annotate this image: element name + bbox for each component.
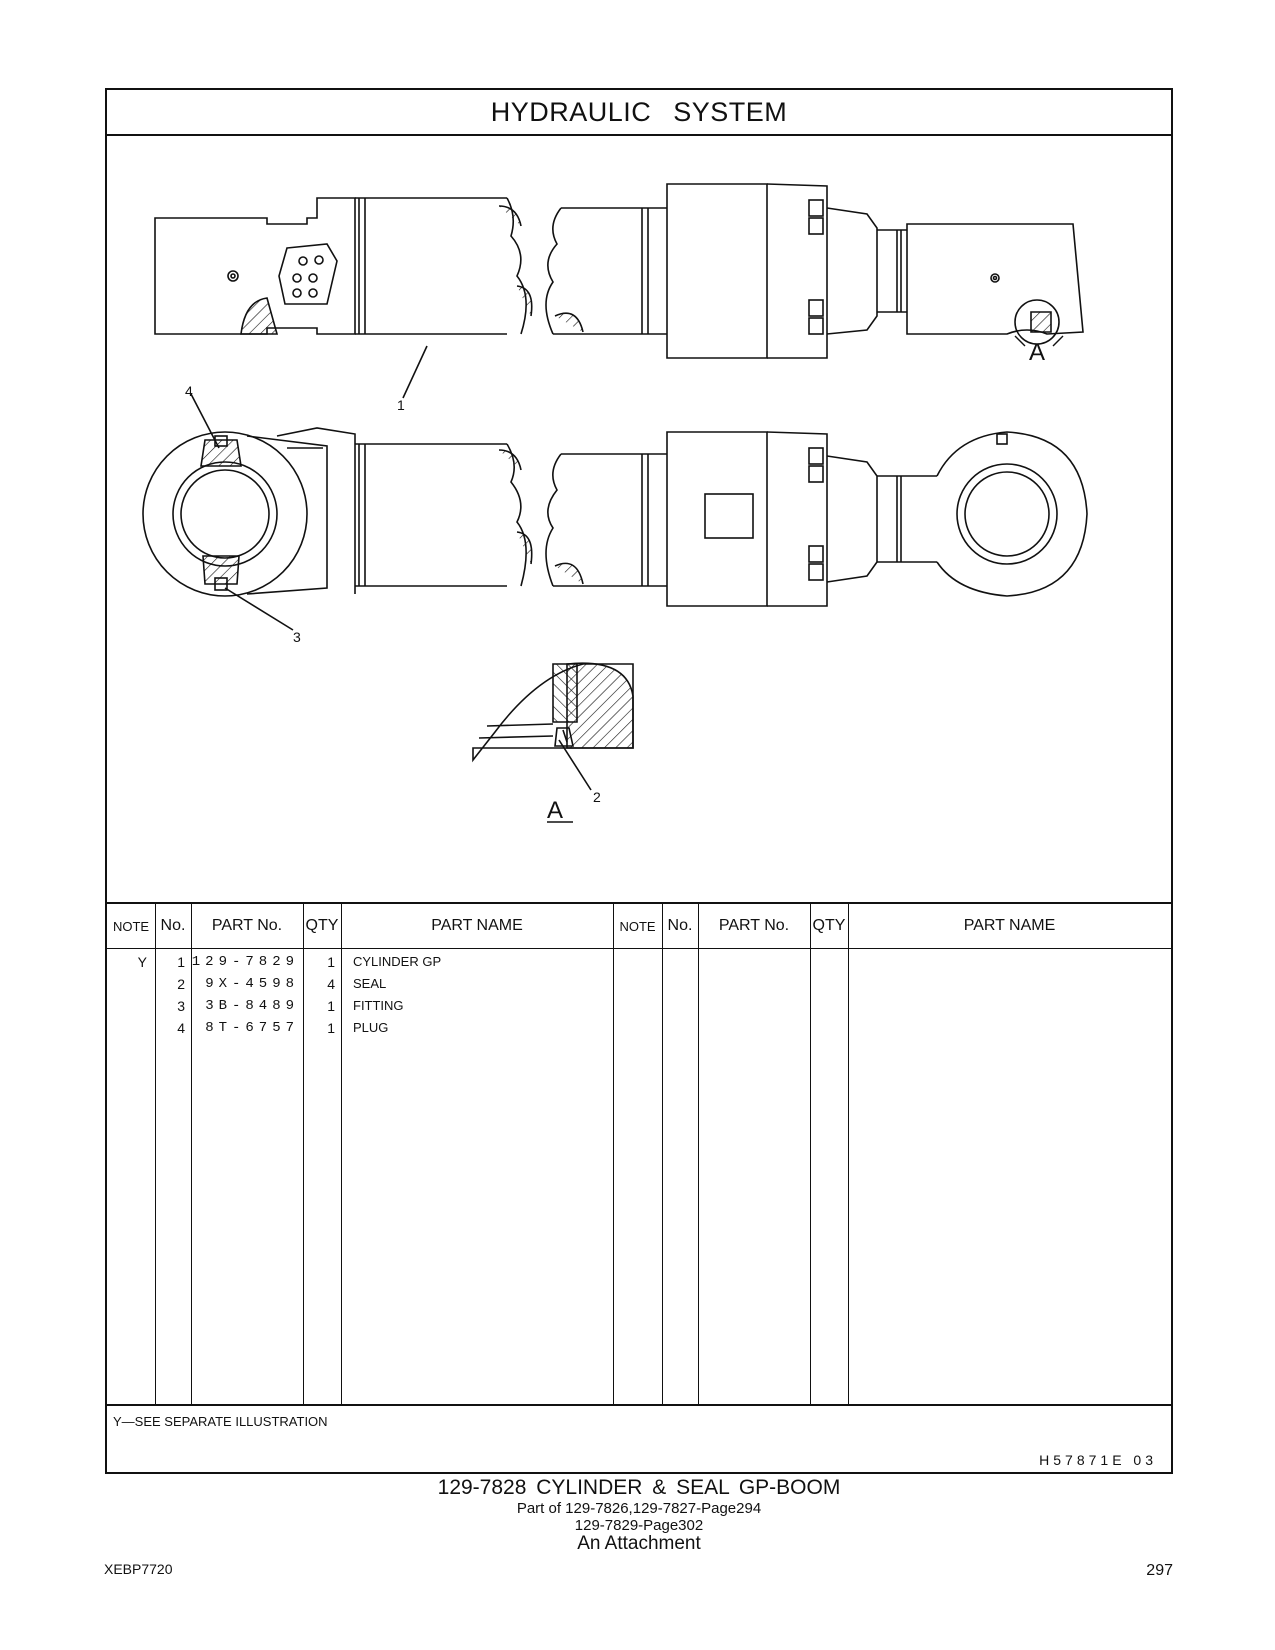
detail-label-a: A [547,797,564,824]
table-row [107,951,1171,973]
footer-page-number: 297 [1146,1562,1173,1579]
header-part-name: PART NAME [431,917,523,934]
header-part-no-right: PART No. [718,917,790,934]
parts-table [107,902,1171,1404]
top-cylinder-view [155,184,1083,398]
caption-line-1: Part of 129-7826,129-7827-Page294 [516,1500,762,1517]
header-qty-right: QTY [812,917,846,934]
cylinder-drawing-svg [107,136,1171,902]
row-note [107,1017,147,1039]
row-part-no: 9X-4598 [205,976,299,992]
header-note: NOTE [112,918,150,934]
callout-4: 4 [185,383,193,399]
footnote-area [107,1404,1171,1474]
header-divider [107,948,1171,949]
row-no: 1 [177,954,185,970]
table-row [107,1017,1171,1039]
row-qty: 1 [327,954,335,970]
section-title-bar [107,90,1171,136]
caption-line-3: An Attachment [577,1533,701,1554]
row-part-name: PLUG [353,1020,389,1035]
row-part-no: 129-7829 [191,954,299,970]
section-title: HYDRAULIC SYSTEM [490,96,788,127]
parts-illustration [107,136,1171,902]
header-no-right: No. [667,917,693,934]
row-qty: 1 [327,1020,335,1036]
caption-block [105,1476,1173,1554]
view-marker-a: A [1029,339,1046,366]
row-note: Y [137,954,147,970]
catalog-frame [105,88,1173,1474]
footnote: Y—SEE SEPARATE ILLUSTRATION [113,1414,328,1429]
row-no: 2 [177,976,185,992]
bottom-cylinder-view [143,394,1087,630]
doc-code: H57871E 03 [1039,1452,1157,1468]
row-part-no: 8T-6757 [205,1020,299,1036]
row-part-name: SEAL [353,976,387,991]
header-no: No. [160,917,186,934]
header-note-right: NOTE [619,918,656,934]
row-part-name: CYLINDER GP [353,954,442,969]
row-qty: 1 [327,998,335,1014]
table-row [107,973,1171,995]
row-part-name: FITTING [353,998,404,1013]
callout-1: 1 [397,397,405,413]
row-part-no: 3B-8489 [205,998,299,1014]
row-note [107,995,147,1017]
footer-doc-id: XEBP7720 [104,1561,173,1577]
header-part-no: PART No. [211,917,283,934]
callout-3: 3 [293,629,301,645]
caption-line-2: 129-7829-Page302 [574,1517,704,1534]
row-no: 3 [177,998,185,1014]
callout-2: 2 [593,789,601,805]
row-qty: 4 [327,976,335,992]
table-row [107,995,1171,1017]
row-no: 4 [177,1020,185,1036]
header-part-name-right: PART NAME [963,917,1056,934]
caption-title: 129-7828 CYLINDER & SEAL GP-BOOM [437,1476,841,1499]
header-qty: QTY [305,917,339,934]
row-note [107,973,147,995]
